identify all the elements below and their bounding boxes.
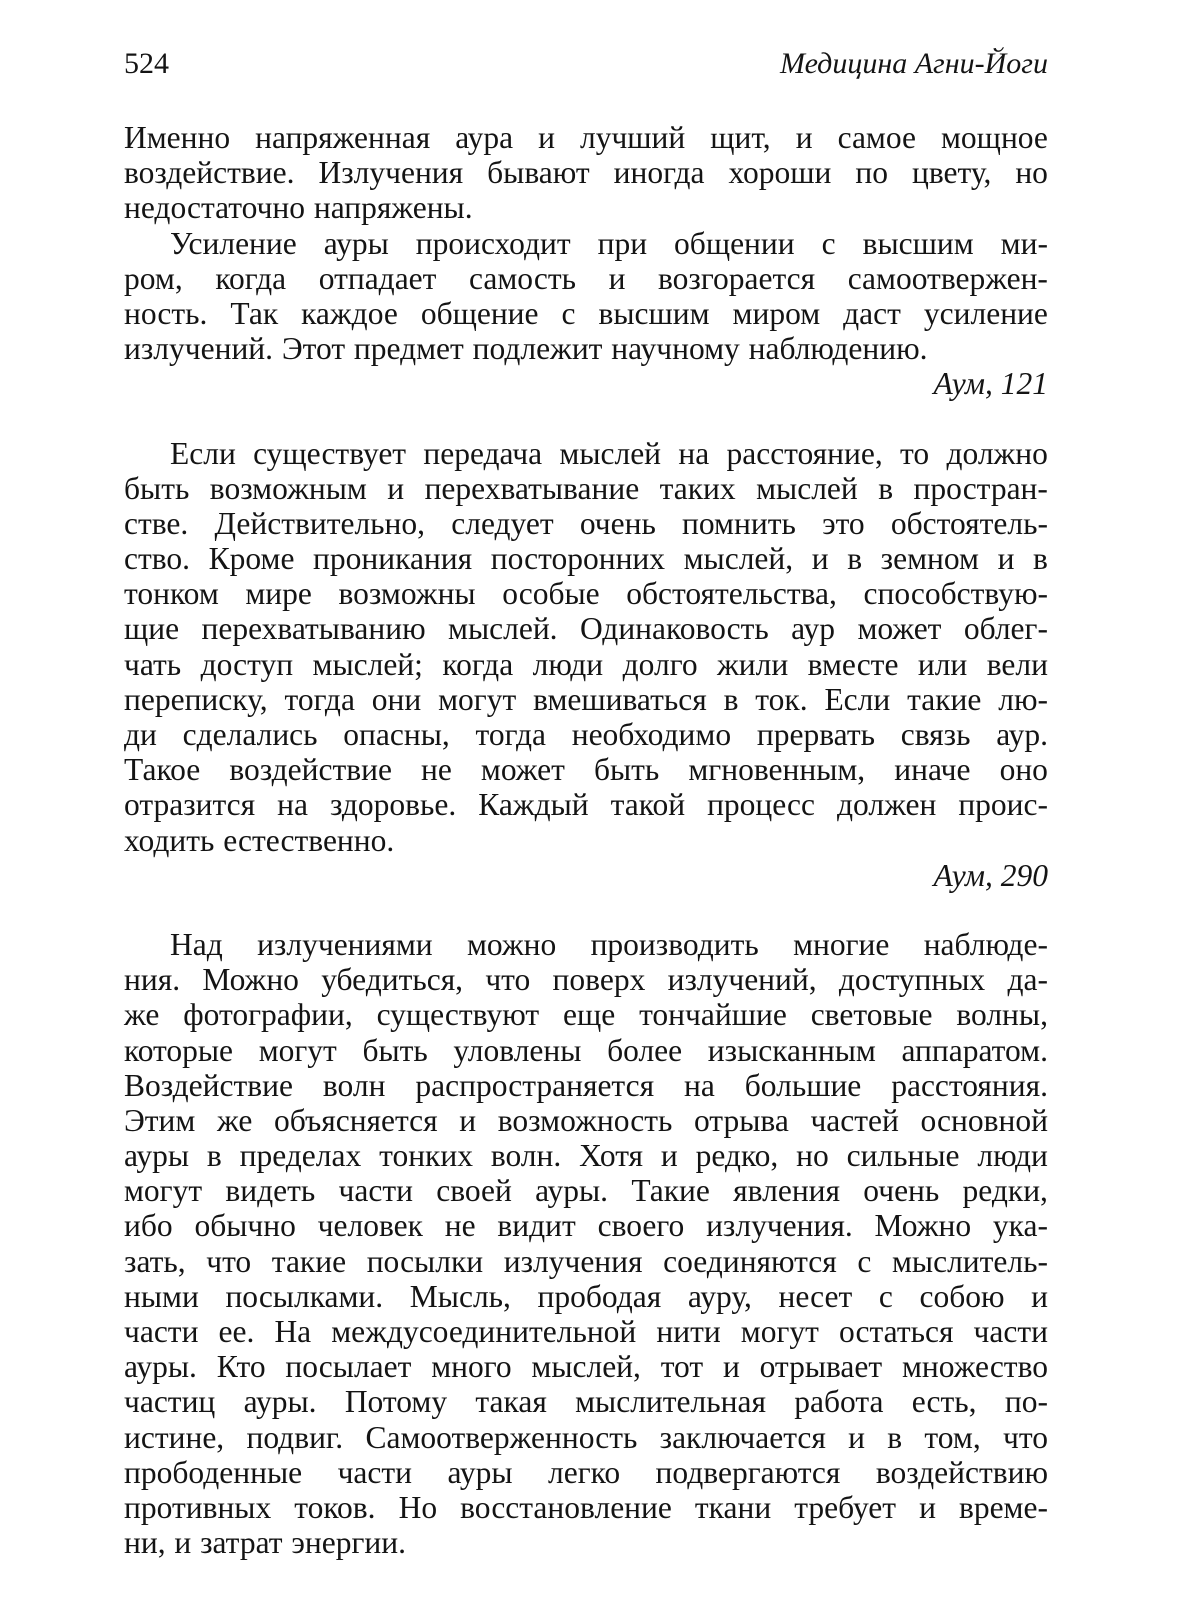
text-line: излучений. Этот предмет подлежит научному наблюдению.	[124, 331, 928, 367]
text-line: воздействие. Излучения бывают иногда хороши по цвету, но	[124, 155, 1048, 191]
text-line: части ее. На междусоединительной нити могут остаться части	[124, 1314, 1048, 1349]
citation: Аум, 290	[933, 857, 1048, 893]
text-line: недостаточно напряжены.	[124, 190, 473, 226]
text-line: Этим же объясняется и возможность отрыва частей основной	[124, 1102, 1048, 1138]
citation: Аум, 121	[933, 366, 1048, 402]
text-line: Такое воздействие не может быть мгновенным, иначе оно	[124, 752, 1048, 788]
text-line: ство. Кроме проникания посторонних мыслей, и в земном и в	[124, 541, 1048, 577]
text-line: тонком мире возможны особые обстоятельства, способствую-	[124, 576, 1048, 612]
text-line: зать, что такие посылки излучения соединяются с мыслитель-	[124, 1243, 1048, 1279]
text-line: Усиление ауры происходит при общении с высшим ми-	[170, 225, 1048, 261]
paragraph	[124, 927, 1048, 1560]
text-line: ди сделались опасны, тогда необходимо прервать связь аур.	[124, 717, 1048, 752]
page-number: 524	[124, 47, 169, 80]
text-line: чать доступ мыслей; когда люди долго жили вместе или вели	[124, 646, 1048, 682]
text-line: ром, когда отпадает самость и возгорается самоотвержен-	[124, 260, 1048, 296]
page-body	[124, 120, 1048, 1560]
text-line: ходить естественно.	[124, 822, 395, 858]
text-line: быть возможным и перехватывание таких мыслей в простран-	[124, 470, 1048, 506]
text-line: ибо обычно человек не видит своего излучения. Можно ука-	[124, 1208, 1048, 1244]
paragraph	[124, 120, 1048, 226]
paragraph	[124, 436, 1048, 858]
book-title: Медицина Агни-Йоги	[780, 47, 1048, 80]
running-head	[124, 44, 1048, 92]
text-line: могут видеть части своей ауры. Такие явления очень редки,	[124, 1173, 1048, 1209]
text-line: Если существует передача мыслей на расстояние, то должно	[170, 435, 1048, 471]
text-line: частиц ауры. Потому такая мыслительная работа есть, по-	[124, 1384, 1048, 1420]
text-line: ауры. Кто посылает много мыслей, тот и отрывает множество	[124, 1349, 1048, 1385]
text-line: Над излучениями можно производить многие наблюде-	[170, 926, 1048, 962]
text-line: которые могут быть уловлены более изысканным аппаратом.	[124, 1032, 1048, 1068]
text-line: ауры в пределах тонких волн. Хотя и редко, но сильные люди	[124, 1138, 1048, 1174]
text-line: истине, подвиг. Самоотверженность заключается и в том, что	[124, 1419, 1048, 1455]
text-line: стве. Действительно, следует очень помнить это обстоятель-	[124, 505, 1048, 541]
text-line: отразится на здоровье. Каждый такой процесс должен проис-	[124, 787, 1048, 823]
text-line: ния. Можно убедиться, что поверх излучений, доступных да-	[124, 962, 1048, 998]
text-line: щие перехватыванию мыслей. Одинаковость аур может облег-	[124, 611, 1048, 647]
text-line: же фотографии, существуют еще тончайшие световые волны,	[124, 997, 1048, 1033]
text-line: прободенные части ауры легко подвергаются воздействию	[124, 1454, 1048, 1490]
text-line: ными посылками. Мысль, прободая ауру, несет с собою и	[124, 1278, 1048, 1314]
text-line: ность. Так каждое общение с высшим миром даст усиление	[124, 295, 1048, 331]
text-line: противных токов. Но восстановление ткани требует и време-	[124, 1489, 1048, 1525]
text-line: переписку, тогда они могут вмешиваться в ток. Если такие лю-	[124, 681, 1048, 717]
text-line: Воздействие волн распространяется на большие расстояния.	[124, 1067, 1048, 1103]
paragraph	[124, 226, 1048, 367]
text-line: Именно напряженная аура и лучший щит, и самое мощное	[124, 120, 1048, 155]
book-page	[124, 44, 1048, 1560]
text-line: ни, и затрат энергии.	[124, 1525, 406, 1561]
